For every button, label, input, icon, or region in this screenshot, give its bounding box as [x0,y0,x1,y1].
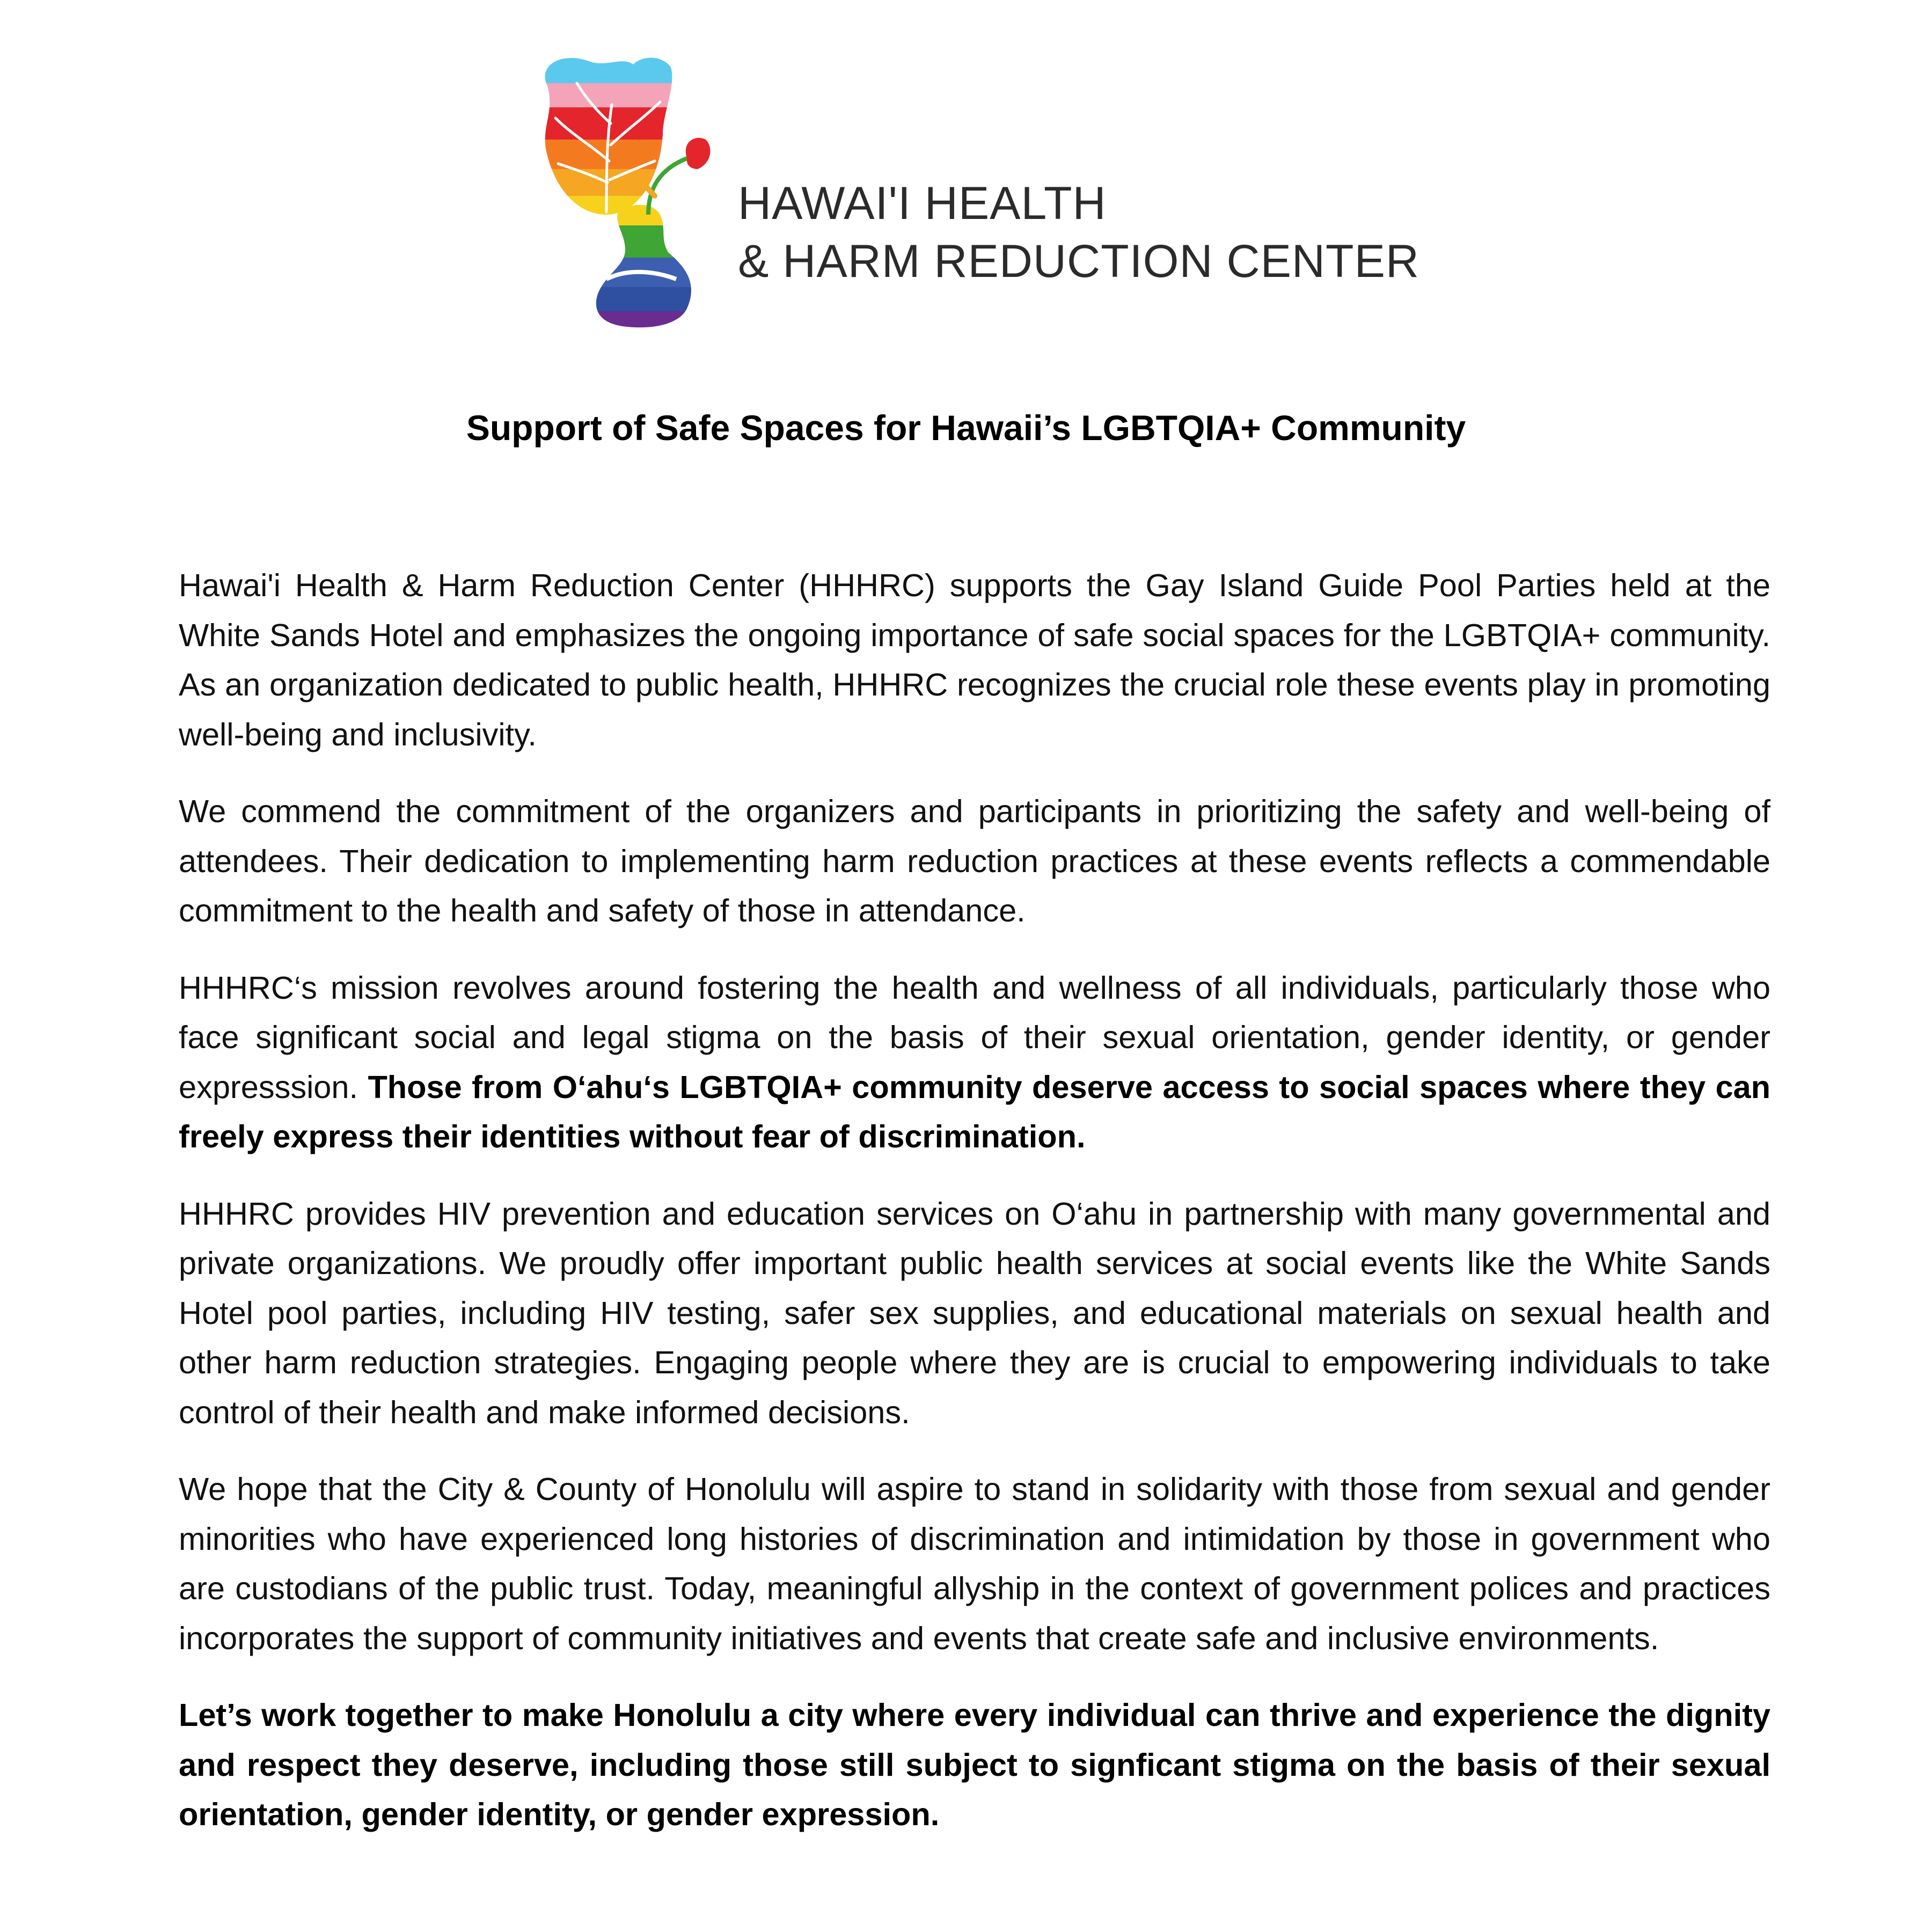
paragraph-2: We commend the commitment of the organizers and participants in prioritizing the safety and well-being of attendees. Their dedication to implementing harm reduction practices at these events reflects a commendable commitment to the health and safety of those in attendance. [179,793,1770,928]
logo-line-2: & HARM REDUCTION CENTER [738,236,1420,287]
paragraph-5: We hope that the City & County of Honolulu will aspire to stand in solidarity with those from sexual and gender minorities who have experienced long histories of discrimination and intimidation by those in government who are custodians of the public trust. Today, meaningful allyship in the context of government polices and practices incorporates the support of community initiatives and events that create safe and inclusive environments. [179,1471,1770,1656]
organization-name [738,174,1419,290]
document-title: Support of Safe Spaces for Hawaii’s LGBTQIA+ Community [466,408,1466,448]
paragraph-3 [179,963,1770,1162]
paragraph-3-text: HHHRC‘s mission revolves around fostering the health and wellness of all individuals, particularly those who face significant social and legal stigma on the basis of their sexual orientation, gender identity, or gender expresssion. [179,969,1770,1105]
logo-line-1: HAWAI'I HEALTH [738,178,1107,229]
letter-body [179,561,1770,1867]
organization-logo [526,54,1438,333]
paragraph-4: HHHRC provides HIV prevention and education services on O‘ahu in partnership with many governmental and private organizations. We proudly offer important public health services at social events like the White Sands Hotel pool parties, including HIV testing, safer sex supplies, and educational materials on sexual health and other harm reduction strategies. Engaging people where they are is crucial to empowering individuals to take control of their health and make informed decisions. [179,1195,1770,1430]
rainbow-taro-leaf-vase-logo-icon [526,54,751,333]
paragraph-3-emphasis: Those from O‘ahu‘s LGBTQIA+ community deserve access to social spaces where they can freely express their identities without fear of discrimination. [179,1069,1770,1154]
paragraph-1: Hawai'i Health & Harm Reduction Center (HHHRC) supports the Gay Island Guide Pool Parties held at the White Sands Hotel and emphasizes the ongoing importance of safe social spaces for the LGBTQIA+ community. As an organization dedicated to public health, HHHRC recognizes the crucial role these events play in promoting well-being and inclusivity. [179,567,1770,752]
closing-statement: Let’s work together to make Honolulu a city where every individual can thrive and experience the dignity and respect they deserve, including those still subject to signficant stigma on the basis of their sexual orientation, gender identity, or gender expression. [179,1697,1770,1832]
